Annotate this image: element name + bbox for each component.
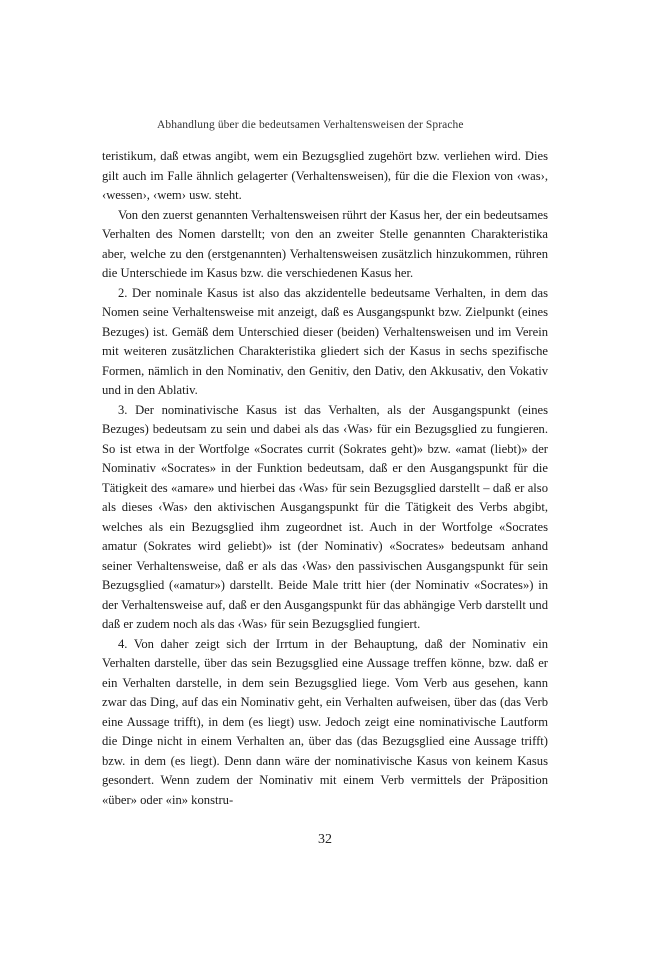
paragraph-kasus-origin: Von den zuerst genannten Verhaltensweisen rührt der Kasus her, der ein bedeutsames Verhalten des Nomen darstellt; von den an zweiter Stelle genannten Charakteristika aber, welche zu den (erstgenannten) Verhaltensweisen zusätzlich hinzukommen, rühren die Unterschiede im Kasus bzw. die verschiedenen Kasus her. [102, 207, 548, 280]
paragraph-continuation: teristikum, daß etwas angibt, wem ein Bezugsglied zugehört bzw. verliehen wird. Dies gilt auch im Falle ähnlich gelagerter (Verhaltensweisen), für die die Flexion von ‹was›, ‹wessen›, ‹wem› usw. steht. [102, 149, 548, 202]
paragraph-section-2: 2. Der nominale Kasus ist also das akzidentelle bedeutsame Verhalten, in dem das Nomen seine Verhaltensweise mit anzeigt, daß es Ausgangspunkt bzw. Zielpunkt (eines Bezuges) ist. Gemäß dem Unterschied dieser (beiden) Verhaltensweisen und im Verein mit weiteren zusätzlichen Charakteristika gliedert sich der Kasus in sechs spezifische Formen, nämlich in den Nominativ, den Genitiv, den Dativ, den Akkusativ, den Vokativ und in den Ablativ. [102, 285, 548, 397]
paragraph-section-3: 3. Der nominativische Kasus ist das Verhalten, als der Ausgangspunkt (eines Bezuges) bedeutsam zu sein und dabei als das ‹Was› für ein Bezugsglied zu fungieren. So ist etwa in der Wortfolge «Socrates currit (Sokrates geht)» bzw. «amat (liebt)» der Nominativ «Socrates» in der Funktion bedeutsam, daß er den Ausgangspunkt für die Tätigkeit des «amare» und hierbei das ‹Was› für sein Bezugsglied darstellt – daß er also als dieses ‹Was› den aktivischen Ausgangspunkt für die Tätigkeit des Verbs abgibt, welches als ein Bezugsglied ihm zugeordnet ist. Auch in der Wortfolge «Socrates amatur (Sokrates wird geliebt)» ist (der Nominativ) «Socrates» bedeutsam anhand seiner Verhaltensweise, daß er als das ‹Was› den passivischen Ausgangspunkt für sein Bezugsglied («amatur») darstellt. Beide Male tritt hier (der Nominativ «Socrates») in der Verhaltensweise auf, daß er den Ausgangspunkt für das abhängige Verb darstellt und daß er zudem noch als das ‹Was› für sein Bezugsglied fungiert. [102, 402, 548, 631]
page-number: 32 [318, 832, 332, 847]
running-head: Abhandlung über die bedeutsamen Verhaltensweisen der Sprache [157, 119, 464, 131]
body-text [102, 147, 548, 810]
paragraph-section-4: 4. Von daher zeigt sich der Irrtum in der Behauptung, daß der Nominativ ein Verhalten darstelle, über das sein Bezugsglied eine Aussage treffen könne, bzw. daß er ein Verhalten darstelle, in dem sein Bezugsglied liege. Vom Verb aus gesehen, kann zwar das Ding, auf das ein Nominativ geht, ein Verhalten aufweisen, über das (das Verb eine Aussage trifft), in dem (es liegt) usw. Jedoch zeigt eine nominativische Lautform die Dinge nicht in einem Verhalten an, über das (das Bezugsglied eine Aussage trifft) bzw. in dem (es liegt). Denn dann wäre der nominativische Kasus von keinem Kasus gesondert. Wenn zudem der Nominativ mit einem Verb vermittels der Präposition «über» oder «in» konstru- [102, 636, 548, 807]
